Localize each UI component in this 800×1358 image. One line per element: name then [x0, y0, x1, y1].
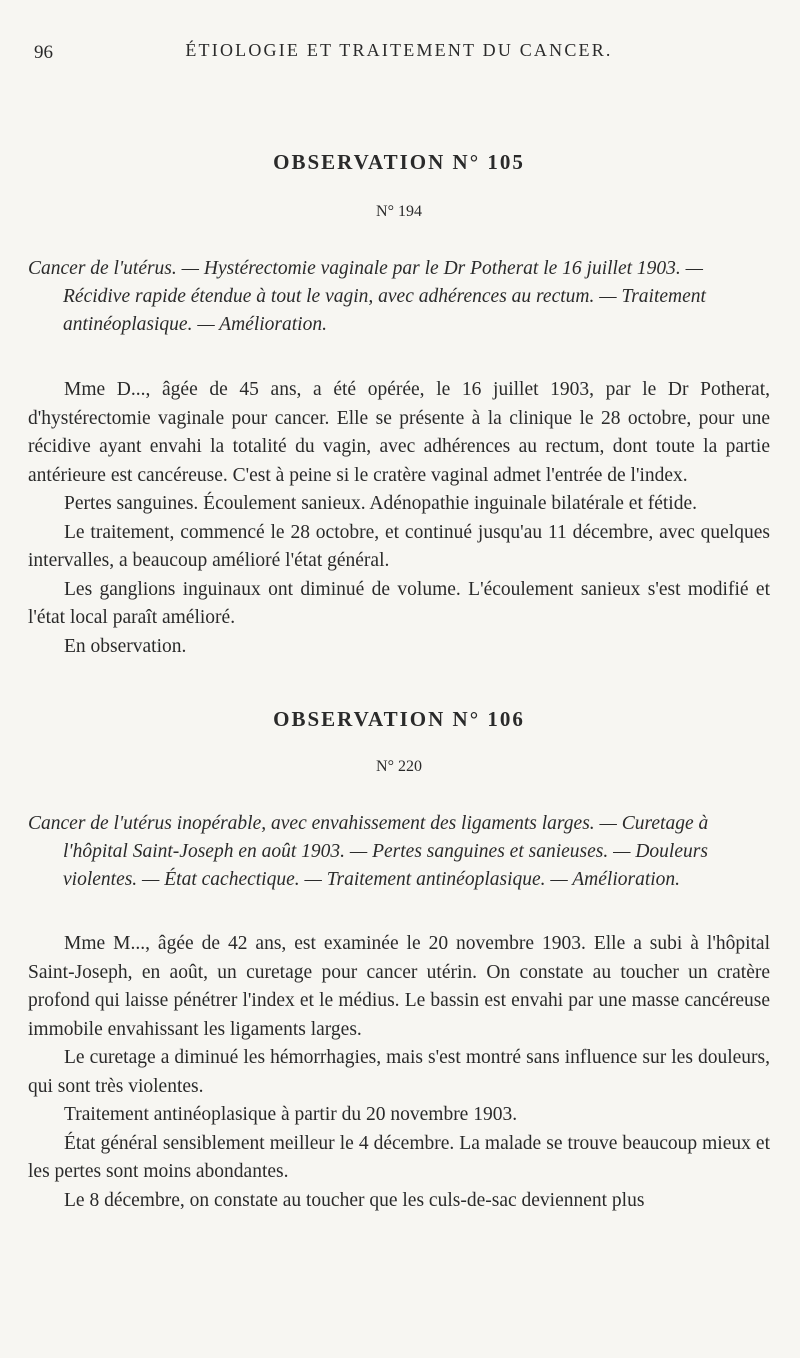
paragraph: Traitement antinéoplasique à partir du 20 novembre 1903.	[64, 1104, 518, 1125]
running-header	[28, 22, 770, 62]
observation-body	[28, 376, 770, 661]
paragraph: En observation.	[64, 635, 187, 657]
paragraph: Les ganglions inguinaux ont diminué de volume. L'écoulement sanieux s'est modifié et l'état local paraît amélioré.	[28, 578, 770, 628]
observation-number: N° 194	[376, 203, 422, 220]
paragraph: Mme D..., âgée de 45 ans, a été opérée, le 16 juillet 1903, par le Dr Potherat, d'hystérectomie vaginale pour cancer. Elle se présente à la clinique le 28 octobre, pour une récidive ayant envahi la totalité du vagin, avec adhérences au rectum, dont toute la partie antérieure est cancéreuse. C'est à peine si le cratère vaginal admet l'entrée de l'index.	[28, 379, 770, 486]
observation-number: N° 220	[376, 758, 422, 775]
observation-title: OBSERVATION N° 105	[273, 150, 525, 174]
paragraph: Le traitement, commencé le 28 octobre, et continué jusqu'au 11 décembre, avec quelques intervalles, a beaucoup amélioré l'état général.	[28, 521, 770, 571]
paragraph: Pertes sanguines. Écoulement sanieux. Adénopathie inguinale bilatérale et fétide.	[64, 493, 697, 514]
paragraph: État général sensiblement meilleur le 4 décembre. La malade se trouve beaucoup mieux et les pertes sont moins abondantes.	[28, 1132, 770, 1182]
observation-106	[28, 707, 770, 1215]
observation-title: OBSERVATION N° 106	[273, 707, 525, 731]
observation-summary: Cancer de l'utérus inopérable, avec envahissement des ligaments larges. — Curetage à l'hôpital Saint-Joseph en août 1903. — Pertes sanguines et sanieuses. — Douleurs violentes. — État cachectique. — Traitement antinéoplasique. — Amélioration.	[28, 813, 709, 890]
paragraph: Le curetage a diminué les hémorrhagies, mais s'est montré sans influence sur les douleurs, qui sont très violentes.	[28, 1047, 770, 1097]
page-number: 96	[34, 42, 53, 63]
observation-summary: Cancer de l'utérus. — Hystérectomie vaginale par le Dr Potherat le 16 juillet 1903. — Récidive rapide étendue à tout le vagin, avec adhérences au rectum. — Traitement antinéoplasique. — Amélioration.	[28, 258, 706, 335]
paragraph: Le 8 décembre, on constate au toucher que les culs-de-sac deviennent plus	[64, 1189, 645, 1211]
observation-105	[28, 150, 770, 661]
paragraph: Mme M..., âgée de 42 ans, est examinée le 20 novembre 1903. Elle a subi à l'hôpital Saint-Joseph, en août, un curetage pour cancer utérin. On constate au toucher un cratère profond qui laisse pénétrer l'index et le médius. Le bassin est envahi par une masse cancéreuse immobile envahissant les ligaments larges.	[28, 933, 770, 1040]
observation-body	[28, 930, 770, 1215]
running-title: ÉTIOLOGIE ET TRAITEMENT DU CANCER.	[185, 40, 613, 60]
